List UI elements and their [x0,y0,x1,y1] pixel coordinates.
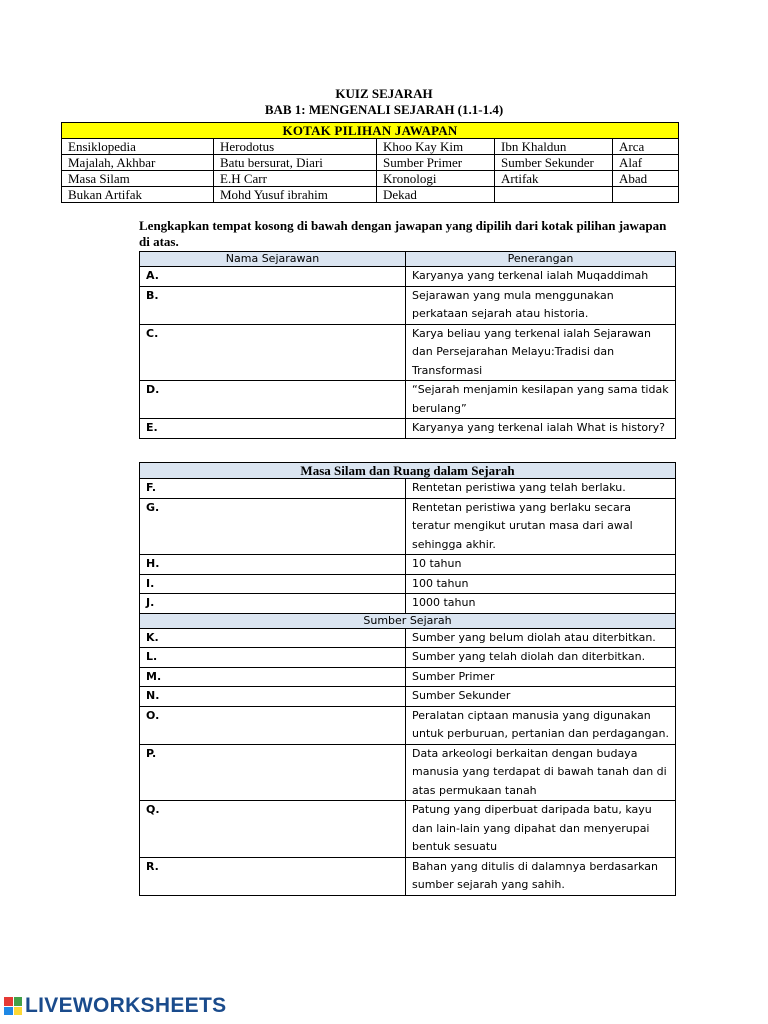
answer-field-m[interactable]: M. [140,667,406,687]
answer-choice: Dekad [377,187,495,203]
title-block [0,86,768,118]
question-text: Sumber Primer [406,667,676,687]
answer-field-i[interactable]: I. [140,574,406,594]
historian-table [139,251,676,439]
answer-field-d[interactable]: D. [140,381,406,419]
answer-box-row [62,187,679,203]
question-text: Data arkeologi berkaitan dengan budaya manusia yang terdapat di bawah tanah dan di atas permukaan tanah [406,744,676,801]
question-text: Sumber yang belum diolah atau diterbitkan. [406,628,676,648]
page-title: KUIZ SEJARAH [335,86,433,101]
question-text: Sejarawan yang mula menggunakan perkataan sejarah atau historia. [406,286,676,324]
table-row [140,667,676,687]
question-text: Rentetan peristiwa yang telah berlaku. [406,479,676,499]
question-text: Patung yang diperbuat daripada batu, kayu dan lain-lain yang dipahat dan menyerupai bentuk sesuatu [406,801,676,858]
answer-field-j[interactable]: J. [140,594,406,614]
answer-choice: Abad [613,171,679,187]
answer-field-p[interactable]: P. [140,744,406,801]
table-row [140,381,676,419]
answer-choice-empty [495,187,613,203]
answer-box-row [62,139,679,155]
answer-field-l[interactable]: L. [140,648,406,668]
answer-choice: Mohd Yusuf ibrahim [214,187,377,203]
answer-field-o[interactable]: O. [140,706,406,744]
column-header-historian: Nama Sejarawan [140,252,406,267]
table-row [140,801,676,858]
answer-choice: Ibn Khaldun [495,139,613,155]
table-row [140,574,676,594]
liveworksheets-logo-icon [4,997,22,1015]
question-text: Karya beliau yang terkenal ialah Sejarawan dan Persejarahan Melayu:Tradisi dan Transformasi [406,324,676,381]
table-row [140,555,676,575]
answer-choice: Arca [613,139,679,155]
question-text: Karyanya yang terkenal ialah What is history? [406,419,676,439]
answer-choice: Khoo Kay Kim [377,139,495,155]
answer-choice: Herodotus [214,139,377,155]
answer-field-k[interactable]: K. [140,628,406,648]
answer-field-b[interactable]: B. [140,286,406,324]
question-text: “Sejarah menjamin kesilapan yang sama tidak berulang” [406,381,676,419]
answer-field-r[interactable]: R. [140,857,406,895]
answer-choice: E.H Carr [214,171,377,187]
table-row [140,744,676,801]
table-row [140,419,676,439]
answer-field-g[interactable]: G. [140,498,406,555]
question-text: Sumber Sekunder [406,687,676,707]
question-text: Peralatan ciptaan manusia yang digunakan untuk perburuan, pertanian dan perdagangan. [406,706,676,744]
liveworksheets-logo[interactable] [4,994,226,1018]
answer-choice: Bukan Artifak [62,187,214,203]
answer-box-title: KOTAK PILIHAN JAWAPAN [62,123,679,139]
column-header-description: Penerangan [406,252,676,267]
answer-field-e[interactable]: E. [140,419,406,439]
answer-field-a[interactable]: A. [140,267,406,287]
question-text: Rentetan peristiwa yang berlaku secara teratur mengikut urutan masa dari awal sehingga akhir. [406,498,676,555]
table-row [140,498,676,555]
time-and-sources-table [139,462,676,896]
question-text: 10 tahun [406,555,676,575]
answer-choice: Kronologi [377,171,495,187]
answer-box-row [62,171,679,187]
table-row [140,628,676,648]
table-row [140,286,676,324]
answer-choice: Ensiklopedia [62,139,214,155]
answer-field-n[interactable]: N. [140,687,406,707]
section-title-masa-silam: Masa Silam dan Ruang dalam Sejarah [140,463,676,479]
answer-choice: Sumber Primer [377,155,495,171]
answer-choice: Masa Silam [62,171,214,187]
table-row [140,706,676,744]
question-text: 1000 tahun [406,594,676,614]
table-row [140,648,676,668]
answer-choice-box [61,122,679,203]
answer-choice: Sumber Sekunder [495,155,613,171]
table-row [140,594,676,614]
answer-field-f[interactable]: F. [140,479,406,499]
answer-choice: Alaf [613,155,679,171]
table-row [140,857,676,895]
answer-field-c[interactable]: C. [140,324,406,381]
answer-choice: Majalah, Akhbar [62,155,214,171]
table-row [140,687,676,707]
question-text: Sumber yang telah diolah dan diterbitkan. [406,648,676,668]
answer-field-h[interactable]: H. [140,555,406,575]
answer-choice-empty [613,187,679,203]
answer-box-row [62,155,679,171]
section-title-sumber-sejarah: Sumber Sejarah [140,613,676,628]
page-subtitle: BAB 1: MENGENALI SEJARAH (1.1-1.4) [264,102,504,117]
table-row [140,324,676,381]
answer-choice: Batu bersurat, Diari [214,155,377,171]
table-row [140,479,676,499]
instruction-text: Lengkapkan tempat kosong di bawah dengan jawapan yang dipilih dari kotak pilihan jawapan di atas. [139,218,667,249]
table-row [140,267,676,287]
answer-field-q[interactable]: Q. [140,801,406,858]
question-text: 100 tahun [406,574,676,594]
question-text: Karyanya yang terkenal ialah Muqaddimah [406,267,676,287]
logo-text: LIVEWORKSHEETS [25,994,227,1017]
question-text: Bahan yang ditulis di dalamnya berdasarkan sumber sejarah yang sahih. [406,857,676,895]
answer-choice: Artifak [495,171,613,187]
